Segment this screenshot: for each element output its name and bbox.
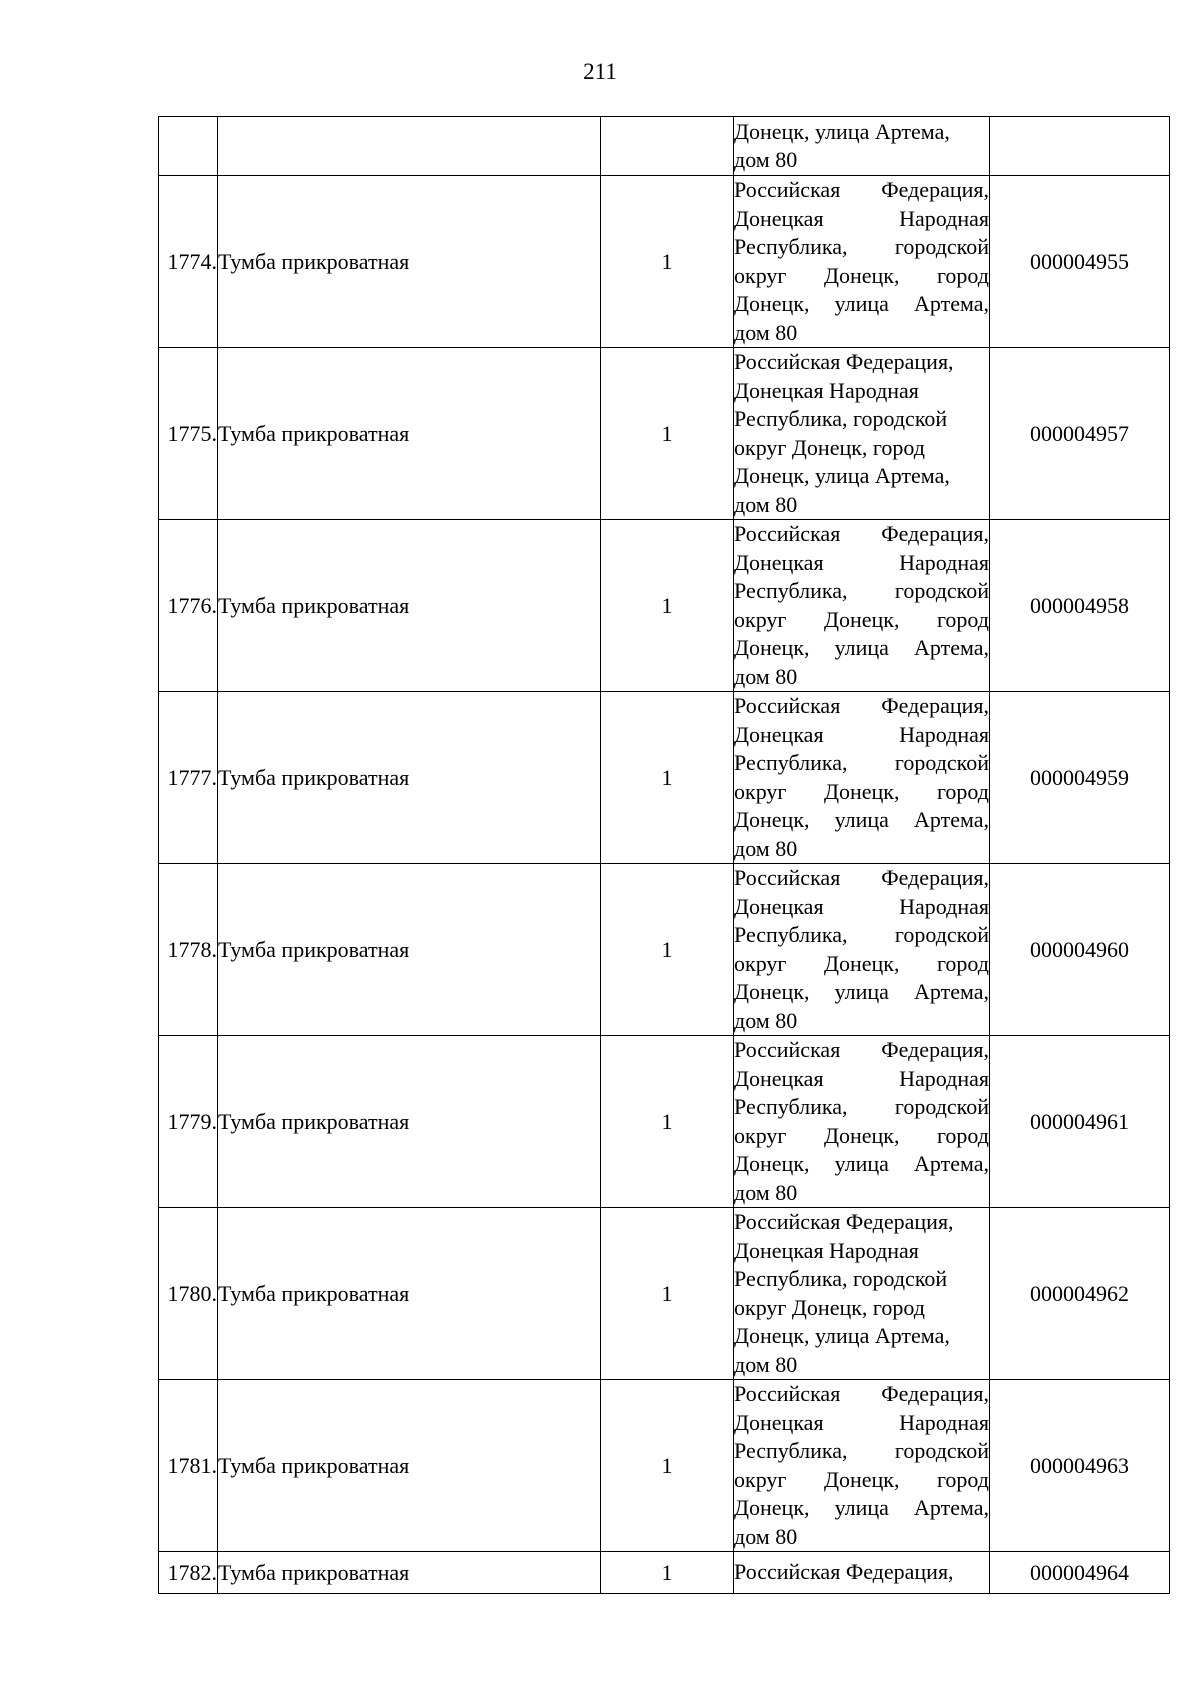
page-number: 211	[583, 59, 617, 84]
cell-number	[159, 117, 218, 176]
cell-quantity: 1	[601, 864, 734, 1036]
cell-name: Тумба прикроватная	[218, 1208, 601, 1380]
cell-address: Российская Федерация, Донецкая Народная Республика, городской округ Донецк, город Донецк, улица Артема, дом 80	[734, 1380, 990, 1552]
cell-inventory-number: 000004961	[990, 1036, 1170, 1208]
cell-name: Тумба прикроватная	[218, 1036, 601, 1208]
table-row	[159, 864, 1170, 1036]
cell-inventory-number: 000004955	[990, 176, 1170, 348]
cell-quantity: 1	[601, 520, 734, 692]
cell-name: Тумба прикроватная	[218, 692, 601, 864]
cell-number: 1782.	[159, 1552, 218, 1594]
cell-address: Российская Федерация, Донецкая Народная Республика, городской округ Донецк, город Донецк, улица Артема, дом 80	[734, 864, 990, 1036]
cell-name: Тумба прикроватная	[218, 520, 601, 692]
cell-address: Российская Федерация, Донецкая Народная Республика, городской округ Донецк, город Донецк, улица Артема, дом 80	[734, 692, 990, 864]
cell-number: 1778.	[159, 864, 218, 1036]
cell-quantity: 1	[601, 1552, 734, 1594]
cell-quantity: 1	[601, 692, 734, 864]
cell-inventory-number: 000004963	[990, 1380, 1170, 1552]
cell-inventory-number: 000004962	[990, 1208, 1170, 1380]
cell-inventory-number: 000004960	[990, 864, 1170, 1036]
cell-name: Тумба прикроватная	[218, 864, 601, 1036]
cell-number: 1777.	[159, 692, 218, 864]
cell-name: Тумба прикроватная	[218, 348, 601, 520]
cell-address: Донецк, улица Артема, дом 80	[734, 117, 990, 176]
cell-quantity: 1	[601, 348, 734, 520]
table-row	[159, 1036, 1170, 1208]
cell-inventory-number: 000004959	[990, 692, 1170, 864]
table-row	[159, 176, 1170, 348]
cell-quantity	[601, 117, 734, 176]
cell-inventory-number	[990, 117, 1170, 176]
cell-inventory-number: 000004964	[990, 1552, 1170, 1594]
cell-address: Российская Федерация, Донецкая Народная Республика, городской округ Донецк, город Донецк, улица Артема, дом 80	[734, 520, 990, 692]
cell-name: Тумба прикроватная	[218, 1552, 601, 1594]
table-row-continuation	[159, 117, 1170, 176]
cell-address: Российская Федерация, Донецкая Народная Республика, городской округ Донецк, город Донецк, улица Артема, дом 80	[734, 348, 990, 520]
cell-inventory-number: 000004958	[990, 520, 1170, 692]
cell-name: Тумба прикроватная	[218, 1380, 601, 1552]
table-row	[159, 520, 1170, 692]
cell-inventory-number: 000004957	[990, 348, 1170, 520]
table-row	[159, 1208, 1170, 1380]
cell-name	[218, 117, 601, 176]
cell-address: Российская Федерация, Донецкая Народная Республика, городской округ Донецк, город Донецк, улица Артема, дом 80	[734, 1036, 990, 1208]
cell-quantity: 1	[601, 1380, 734, 1552]
cell-number: 1780.	[159, 1208, 218, 1380]
cell-address: Российская Федерация,	[734, 1552, 990, 1594]
cell-quantity: 1	[601, 176, 734, 348]
inventory-table	[158, 116, 1170, 1594]
cell-number: 1774.	[159, 176, 218, 348]
cell-address: Российская Федерация, Донецкая Народная Республика, городской округ Донецк, город Донецк, улица Артема, дом 80	[734, 176, 990, 348]
table-row	[159, 1380, 1170, 1552]
cell-name: Тумба прикроватная	[218, 176, 601, 348]
cell-address: Российская Федерация, Донецкая Народная Республика, городской округ Донецк, город Донецк, улица Артема, дом 80	[734, 1208, 990, 1380]
cell-number: 1775.	[159, 348, 218, 520]
cell-quantity: 1	[601, 1208, 734, 1380]
cell-number: 1776.	[159, 520, 218, 692]
table-row	[159, 348, 1170, 520]
cell-quantity: 1	[601, 1036, 734, 1208]
table-row	[159, 1552, 1170, 1594]
cell-number: 1779.	[159, 1036, 218, 1208]
table-row	[159, 692, 1170, 864]
cell-number: 1781.	[159, 1380, 218, 1552]
